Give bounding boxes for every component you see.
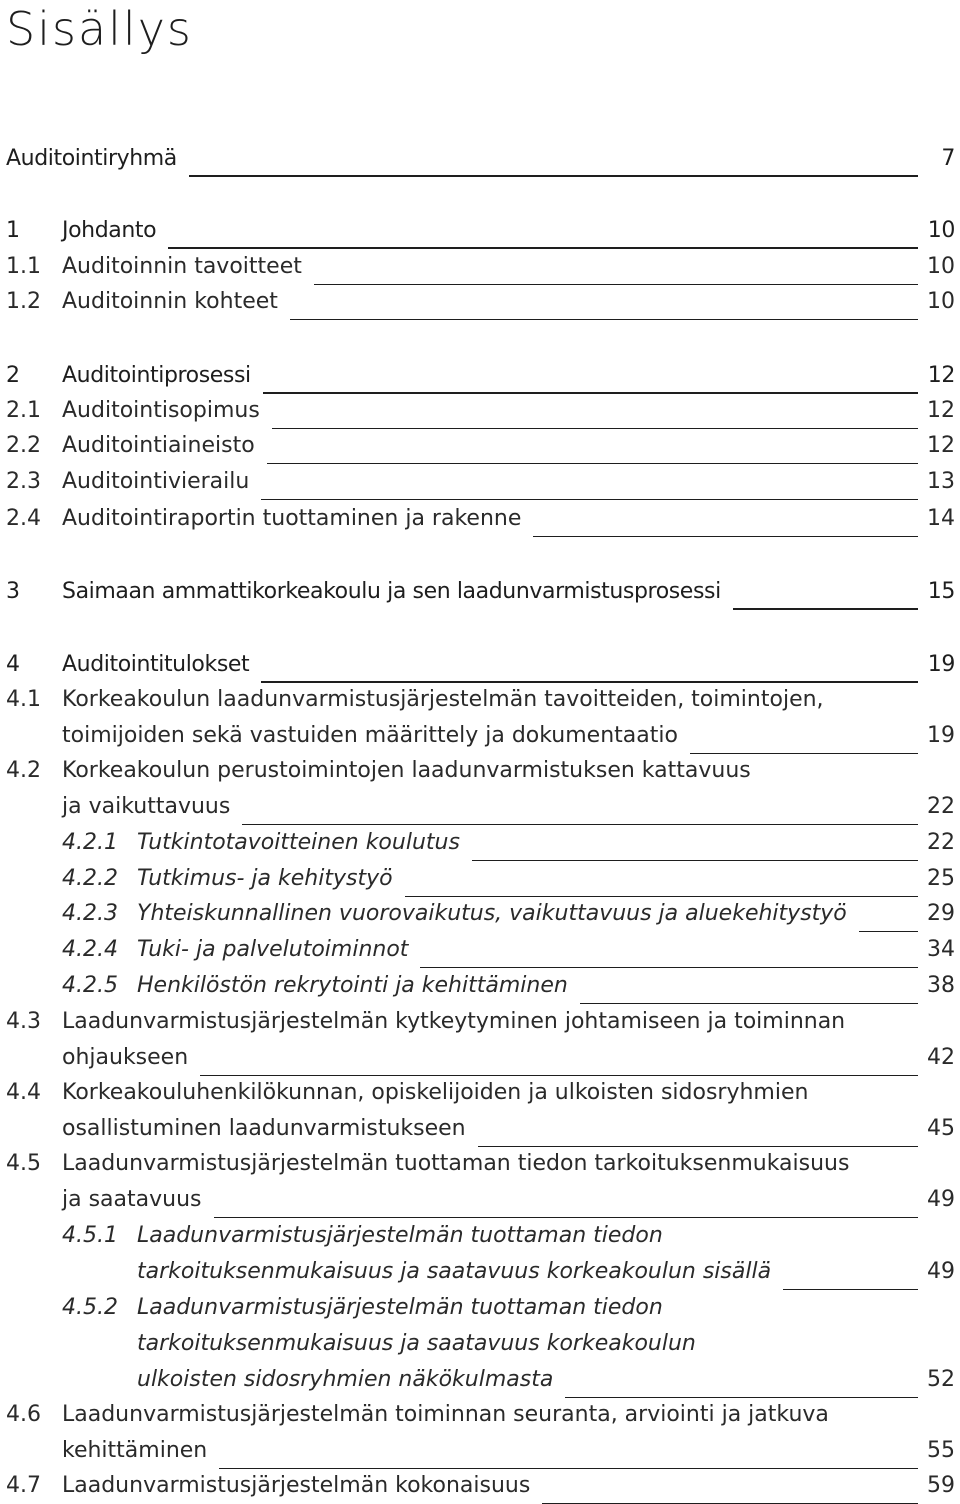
toc-entry-title: Auditointiraportin tuottaminen ja rakenne [62, 506, 522, 531]
toc-entry-title: osallistuminen laadunvarmistukseen [62, 1116, 466, 1141]
toc-leader-line [783, 1261, 918, 1290]
toc-entry[interactable] [0, 1111, 960, 1147]
toc-entry-number: 2.4 [6, 506, 41, 531]
toc-entry-page-number: 7 [941, 146, 955, 171]
toc-entry[interactable] [0, 1254, 960, 1290]
toc-entry-number: 2 [6, 363, 20, 388]
toc-entry[interactable] [0, 574, 960, 610]
toc-entry-title: ohjaukseen [62, 1045, 189, 1070]
toc-entry-title: Auditoinnin tavoitteet [62, 254, 302, 279]
toc-entry-page-number: 12 [927, 433, 955, 458]
toc-entry[interactable] [0, 213, 960, 249]
toc-entry-number: 4.2.2 [62, 866, 118, 891]
toc-entry-title-line: Korkeakoulun laadunvarmistusjärjestelmän tavoitteiden, toimintojen, [62, 687, 824, 712]
toc-entry-page-number: 13 [927, 469, 955, 494]
toc-leader-line [733, 580, 918, 610]
toc-entry-title-line: Korkeakoulun perustoimintojen laadunvarmistuksen kattavuus [62, 758, 751, 783]
toc-entry-title-line: Laadunvarmistusjärjestelmän tuottaman tiedon [137, 1295, 663, 1320]
toc-entry[interactable] [0, 284, 960, 320]
toc-entry[interactable] [0, 464, 960, 500]
toc-entry-title: Henkilöstön rekrytointi ja kehittäminen [137, 973, 568, 998]
toc-leader-line [261, 471, 918, 500]
toc-entry-title: Tutkimus- ja kehitystyö [137, 866, 393, 891]
toc-entry-number: 4.3 [6, 1009, 41, 1034]
toc-leader-line [533, 508, 918, 537]
toc-entry[interactable] [0, 861, 960, 897]
toc-entry-title: Auditointiryhmä [6, 146, 177, 171]
toc-entry-title: ulkoisten sidosryhmien näkökulmasta [137, 1367, 554, 1392]
toc-entry-number: 4.6 [6, 1402, 41, 1427]
toc-entry[interactable] [0, 358, 960, 394]
toc-entry-page-number: 49 [927, 1259, 955, 1284]
toc-entry-number: 2.3 [6, 469, 41, 494]
toc-entry-title: Tuki- ja palvelutoiminnot [137, 937, 409, 962]
toc-entry-title: Yhteiskunnallinen vuorovaikutus, vaikuttavuus ja aluekehitystyö [137, 901, 847, 926]
toc-entry[interactable] [0, 1433, 960, 1469]
toc-entry-title: ja vaikuttavuus [62, 794, 231, 819]
toc-entry[interactable] [0, 249, 960, 285]
toc-entry-number: 2.2 [6, 433, 41, 458]
toc-entry-title-line: Laadunvarmistusjärjestelmän tuottaman tiedon tarkoituksenmukaisuus [62, 1151, 850, 1176]
toc-leader-line [472, 832, 918, 861]
toc-leader-line [219, 1440, 918, 1469]
toc-entry[interactable] [0, 501, 960, 537]
toc-entry-title-line: Laadunvarmistusjärjestelmän toiminnan seuranta, arviointi ja jatkuva [62, 1402, 829, 1427]
toc-leader-line [189, 147, 918, 177]
toc-entry-page-number: 34 [927, 937, 955, 962]
toc-entry-title: Laadunvarmistusjärjestelmän kokonaisuus [62, 1473, 531, 1498]
toc-entry-number: 4.2 [6, 758, 41, 783]
toc-entry-title-line: tarkoituksenmukaisuus ja saatavuus korkeakoulun [137, 1331, 696, 1356]
toc-leader-line [200, 1047, 918, 1076]
toc-entry-page-number: 42 [927, 1045, 955, 1070]
toc-leader-line [565, 1369, 918, 1398]
toc-leader-line [542, 1475, 918, 1504]
toc-entry-title: Auditointisopimus [62, 398, 260, 423]
toc-entry-number: 4.2.3 [62, 901, 118, 926]
toc-entry-page-number: 45 [927, 1116, 955, 1141]
toc-entry[interactable] [0, 647, 960, 683]
toc-entry[interactable] [0, 896, 960, 932]
toc-entry-number: 1.2 [6, 289, 41, 314]
toc-leader-line [420, 939, 918, 968]
toc-entry-page-number: 22 [927, 830, 955, 855]
toc-entry-number: 4 [6, 652, 20, 677]
toc-entry[interactable] [0, 1182, 960, 1218]
toc-entry-page-number: 59 [927, 1473, 955, 1498]
page-title: Sisällys [6, 2, 193, 56]
toc-entry-number: 4.5 [6, 1151, 41, 1176]
toc-entry-title: ja saatavuus [62, 1187, 202, 1212]
toc-entry-page-number: 29 [927, 901, 955, 926]
toc-entry-number: 4.7 [6, 1473, 41, 1498]
toc-entry-title-line: Laadunvarmistusjärjestelmän tuottaman tiedon [137, 1223, 663, 1248]
toc-entry[interactable] [0, 428, 960, 464]
toc-leader-line [290, 291, 918, 320]
toc-entry-title: toimijoiden sekä vastuiden määrittely ja dokumentaatio [62, 723, 678, 748]
toc-entry[interactable] [0, 789, 960, 825]
toc-entry-title: tarkoituksenmukaisuus ja saatavuus korkeakoulun sisällä [137, 1259, 772, 1284]
toc-leader-line [859, 903, 918, 932]
toc-entry-page-number: 12 [927, 363, 955, 388]
toc-leader-line [478, 1118, 918, 1147]
toc-entry-page-number: 10 [927, 254, 955, 279]
toc-entry-title-line: Korkeakouluhenkilökunnan, opiskelijoiden ja ulkoisten sidosryhmien [62, 1080, 809, 1105]
toc-entry-number: 4.5.1 [62, 1223, 118, 1248]
toc-entry[interactable] [0, 932, 960, 968]
toc-entry-page-number: 12 [927, 398, 955, 423]
toc-entry[interactable] [0, 718, 960, 754]
toc-entry-page-number: 15 [927, 579, 955, 604]
toc-leader-line [168, 219, 918, 249]
toc-entry-number: 1 [6, 218, 20, 243]
toc-entry[interactable] [0, 1040, 960, 1076]
toc-entry-title: Tutkintotavoitteinen koulutus [137, 830, 460, 855]
toc-entry-number: 4.2.1 [62, 830, 118, 855]
toc-entry-title: Auditointitulokset [62, 652, 250, 677]
toc-entry-page-number: 10 [927, 218, 955, 243]
toc-entry-title: Johdanto [62, 218, 157, 243]
toc-entry-number: 4.2.4 [62, 937, 118, 962]
toc-entry-number: 4.2.5 [62, 973, 118, 998]
toc-entry-number: 4.4 [6, 1080, 41, 1105]
toc-leader-line [263, 364, 918, 394]
toc-leader-line [690, 725, 918, 754]
toc-entry-title: Auditoinnin kohteet [62, 289, 278, 314]
toc-leader-line [314, 256, 918, 285]
toc-entry-page-number: 49 [927, 1187, 955, 1212]
toc-entry-page-number: 19 [927, 652, 955, 677]
toc-leader-line [405, 868, 918, 897]
toc-entry-number: 2.1 [6, 398, 41, 423]
toc-entry-page-number: 38 [927, 973, 955, 998]
toc-entry-page-number: 10 [927, 289, 955, 314]
toc-entry-page-number: 19 [927, 723, 955, 748]
toc-entry-number: 3 [6, 579, 20, 604]
toc-entry-page-number: 55 [927, 1438, 955, 1463]
toc-entry-page-number: 25 [927, 866, 955, 891]
toc-entry[interactable] [0, 968, 960, 1004]
toc-entry-number: 1.1 [6, 254, 41, 279]
toc-entry[interactable] [0, 141, 960, 177]
toc-entry-page-number: 52 [927, 1367, 955, 1392]
toc-entry-title: Auditointiprosessi [62, 363, 251, 388]
toc-entry-title: Saimaan ammattikorkeakoulu ja sen laadunvarmistusprosessi [62, 579, 721, 604]
toc-leader-line [267, 435, 918, 464]
toc-entry-title: Auditointiaineisto [62, 433, 255, 458]
toc-entry-title: Auditointivierailu [62, 469, 250, 494]
toc-entry[interactable] [0, 1362, 960, 1398]
toc-leader-line [261, 653, 918, 683]
toc-entry-title-line: Laadunvarmistusjärjestelmän kytkeytyminen johtamiseen ja toiminnan [62, 1009, 846, 1034]
toc-entry-page-number: 22 [927, 794, 955, 819]
toc-entry-number: 4.5.2 [62, 1295, 118, 1320]
toc-entry-page-number: 14 [927, 506, 955, 531]
toc-leader-line [242, 796, 918, 825]
toc-entry-title: kehittäminen [62, 1438, 208, 1463]
toc-entry[interactable] [0, 393, 960, 429]
toc-entry[interactable] [0, 1468, 960, 1504]
toc-leader-line [272, 400, 918, 429]
toc-entry-number: 4.1 [6, 687, 41, 712]
toc-leader-line [214, 1189, 919, 1218]
toc-entry[interactable] [0, 825, 960, 861]
toc-leader-line [580, 975, 918, 1004]
